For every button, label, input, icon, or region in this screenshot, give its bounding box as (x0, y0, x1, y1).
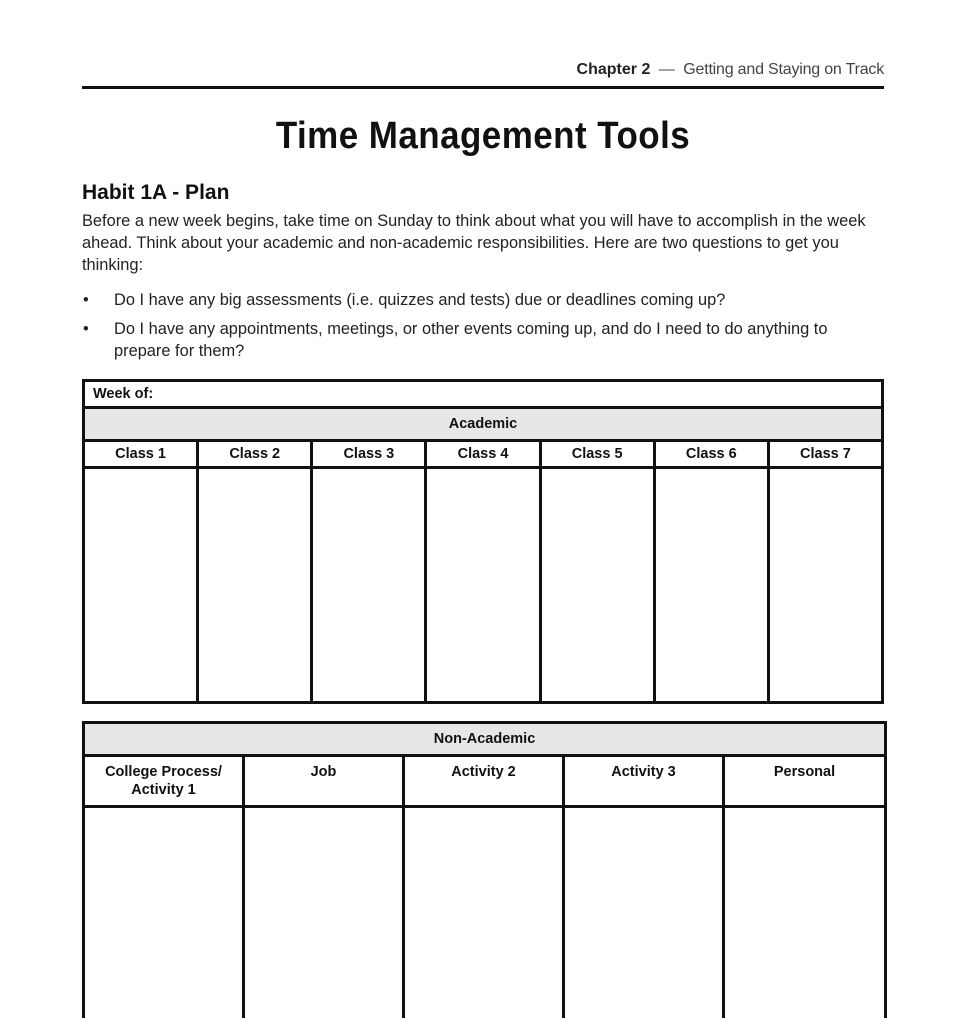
job-cell[interactable] (244, 807, 404, 1018)
question-list (82, 289, 882, 369)
non-academic-table (82, 721, 887, 1018)
class-7-cell[interactable] (768, 468, 882, 703)
class-5-cell[interactable] (540, 468, 654, 703)
column-header-class-2: Class 2 (198, 441, 312, 468)
column-header-class-1: Class 1 (84, 441, 198, 468)
intro-paragraph: Before a new week begins, take time on Sunday to think about what you will have to accomplish in the week ahead. Think about your academic and non-academic responsibilities. Here are two questions to get you thinking: (82, 210, 882, 276)
page-title: Time Management Tools (114, 112, 852, 160)
column-header-job: Job (244, 756, 404, 807)
section-heading: Habit 1A - Plan (82, 179, 229, 207)
column-header-class-4: Class 4 (426, 441, 540, 468)
college-process-cell[interactable] (84, 807, 244, 1018)
column-header-college-process: College Process/ Activity 1 (84, 756, 244, 807)
class-4-cell[interactable] (426, 468, 540, 703)
week-of-label[interactable]: Week of: (84, 381, 883, 408)
column-header-personal: Personal (724, 756, 886, 807)
non-academic-band: Non-Academic (84, 723, 886, 756)
class-1-cell[interactable] (84, 468, 198, 703)
header-separator: — (655, 61, 679, 78)
activity-3-cell[interactable] (564, 807, 724, 1018)
column-header-class-7: Class 7 (768, 441, 882, 468)
bullet-icon: • (83, 289, 89, 311)
list-item (82, 289, 882, 311)
chapter-subtitle: Getting and Staying on Track (683, 61, 884, 78)
academic-table (82, 379, 884, 704)
column-header-class-5: Class 5 (540, 441, 654, 468)
header-rule (82, 86, 884, 89)
class-6-cell[interactable] (654, 468, 768, 703)
activity-2-cell[interactable] (404, 807, 564, 1018)
column-header-activity-3: Activity 3 (564, 756, 724, 807)
question-text: Do I have any big assessments (i.e. quizzes and tests) due or deadlines coming up? (114, 291, 725, 309)
question-text: Do I have any appointments, meetings, or other events coming up, and do I need to do anything to prepare for them? (114, 320, 827, 360)
running-header (82, 59, 884, 81)
academic-band: Academic (84, 408, 883, 441)
personal-cell[interactable] (724, 807, 886, 1018)
class-3-cell[interactable] (312, 468, 426, 703)
list-item (82, 318, 882, 362)
chapter-label: Chapter 2 (577, 61, 651, 78)
class-2-cell[interactable] (198, 468, 312, 703)
bullet-icon: • (83, 318, 89, 340)
column-header-class-3: Class 3 (312, 441, 426, 468)
column-header-activity-2: Activity 2 (404, 756, 564, 807)
column-header-class-6: Class 6 (654, 441, 768, 468)
